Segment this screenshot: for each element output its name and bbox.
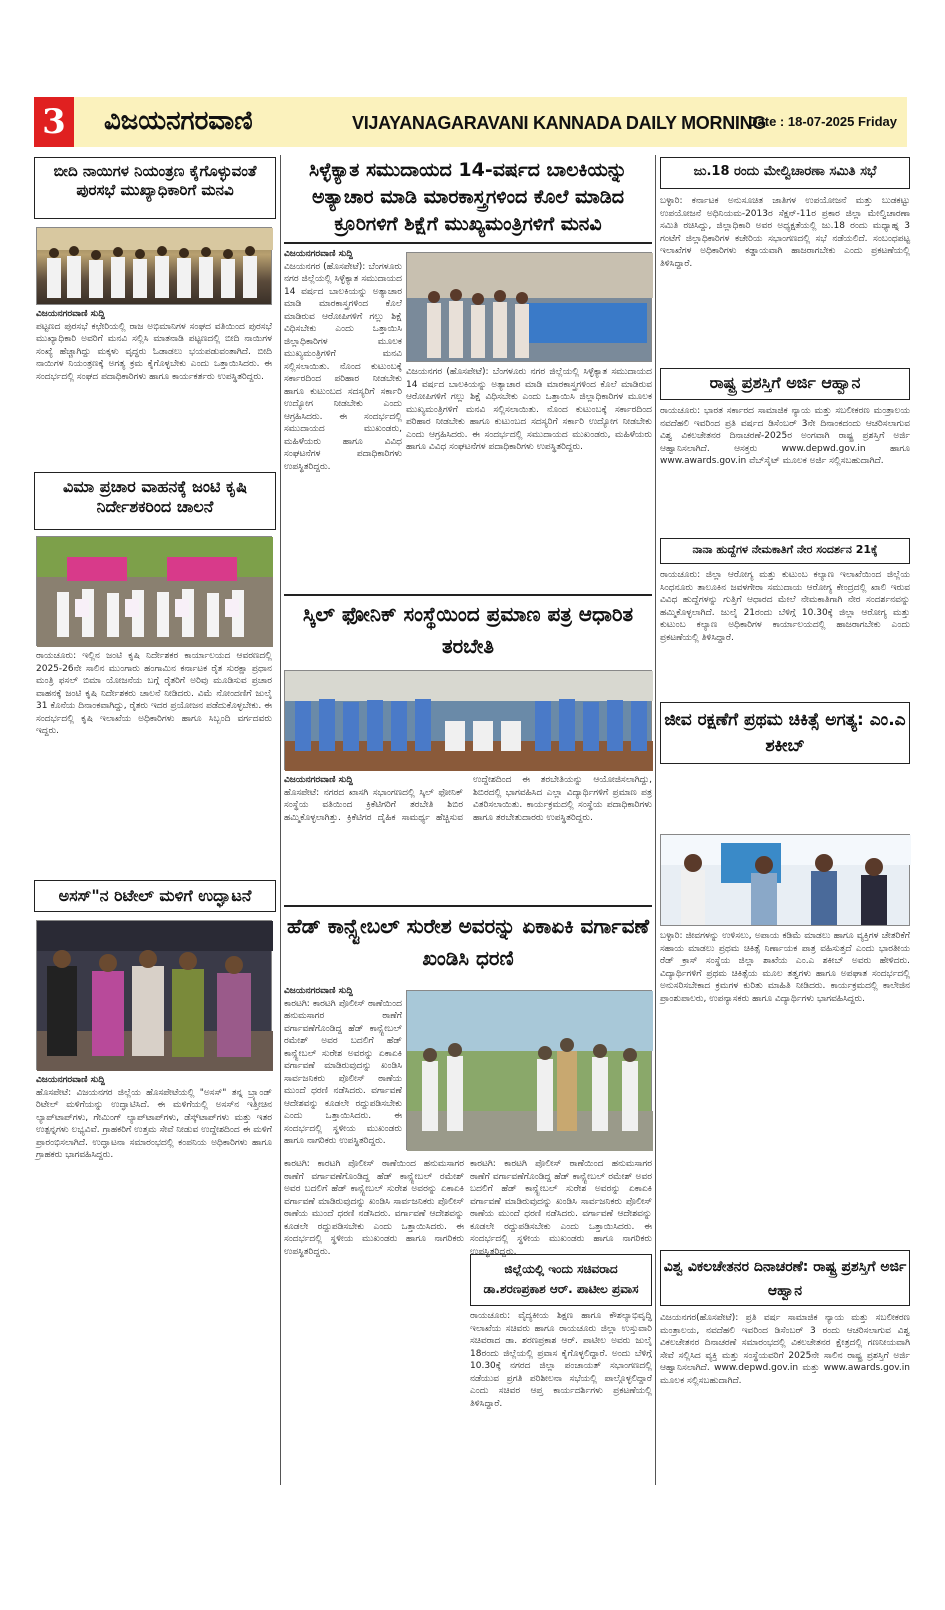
- news-photo: [406, 252, 652, 362]
- photo-first-aid-event: [661, 835, 911, 927]
- article-text: ರಾಯಚೂರು: ವೈದ್ಯಕೀಯ ಶಿಕ್ಷಣ ಹಾಗೂ ಕೌಶಲ್ಯಾಭಿವೃದ್ಧಿ ಇಲಾಖೆಯ ಸಚಿವರು ಹಾಗೂ ರಾಯಚೂರು ಜಿಲ್ಲಾ ಉಸ್ತುವಾರಿ ಸಚಿವರಾದ ಡಾ. ಶರಣಪ್ರಕಾಶ ಆರ್. ಪಾಟೀಲ ಅವರು ಜುಲೈ 18ರಂದು ಜಿಲ್ಲೆಯಲ್ಲಿ ಪ್ರವಾಸ ಕೈಗೊಳ್ಳಲಿದ್ದಾರೆ. ಅಂದು ಬೆಳಿಗ್ಗೆ 10.30ಕ್ಕೆ ನಗರದ ಜಿಲ್ಲಾ ಪಂಚಾಯತ್ ಸಭಾಂಗಣದಲ್ಲಿ ನಡೆಯುವ ಪ್ರಗತಿ ಪರಿಶೀಲನಾ ಸಭೆಯಲ್ಲಿ ಪಾಲ್ಗೊಳ್ಳಲಿದ್ದಾರೆ ಎಂದು ಸಚಿವರ ಆಪ್ತ ಕಾರ್ಯದರ್ಶಿಗಳು ಪ್ರಕಟಣೆಯಲ್ಲಿ ತಿಳಿಸಿದ್ದಾರೆ.: [470, 1311, 652, 1409]
- headline-asus-store: ಅಸಸ್"ನ ರಿಟೇಲ್ ಮಳಿಗೆ ಉದ್ಘಾಟನೆ: [58, 886, 252, 905]
- headline-girl-murder: ಸಿಳ್ಳೆಕ್ಯಾತ ಸಮುದಾಯದ 14-ವರ್ಷದ ಬಾಲಕಿಯನ್ನು ಅತ್ಯಾಚಾರ ಮಾಡಿ ಮಾರಕಾಸ್ತ್ರಗಳಿಂದ ಕೊಲೆ ಮಾಡಿದ ಕ್ರೂರಿಗಳಿಗೆ ಶಿಕ್ಷೆಗೆ ಮುಖ್ಯಮಂತ್ರಿಗಳಿಗೆ ಮನವಿ: [309, 159, 627, 235]
- article-body: [660, 405, 910, 533]
- headline-box: [470, 1254, 652, 1306]
- article-body: [36, 1074, 272, 1484]
- headline-box: [660, 157, 910, 189]
- article-text: ಪಟ್ಟಣದ ಪುರಸಭೆ ಕಛೇರಿಯಲ್ಲಿ ರಾಜ ಅಭಿಮಾನಿಗಳ ಸಂಘದ ವತಿಯಿಂದ ಪುರಸಭೆ ಮುಖ್ಯಾಧಿಕಾರಿ ಅವರಿಗೆ ಮನವಿ ಸಲ್ಲಿಸಿ ಮಾತನಾಡಿ ಪಟ್ಟಣದಲ್ಲಿ ಬೀದಿ ನಾಯಿಗಳ ಸಂಖ್ಯೆ ಹೆಚ್ಚಾಗಿದ್ದು ಮಕ್ಕಳು ವೃದ್ಧರು ಓಡಾಡಲು ಭಯಪಡುವಂತಾಗಿದೆ. ಬೀದಿ ನಾಯಿಗಳ ನಿಯಂತ್ರಣಕ್ಕೆ ಅಗತ್ಯ ಕ್ರಮ ಕೈಗೊಳ್ಳಬೇಕು ಎಂದು ಒತ್ತಾಯಿಸಿದರು. ಈ ಸಂದರ್ಭದಲ್ಲಿ ಸಂಘದ ಪದಾಧಿಕಾರಿಗಳು ಹಾಗೂ ಕಾರ್ಯಕರ್ತರು ಉಪಸ್ಥಿತರಿದ್ದರು.: [36, 321, 272, 382]
- article-text: ರಾಯಚೂರು: ಜಿಲ್ಲಾ ಆರೋಗ್ಯ ಮತ್ತು ಕುಟುಂಬ ಕಲ್ಯಾಣ ಇಲಾಖೆಯಿಂದ ಜಿಲ್ಲೆಯ ಸಿಂಧನೂರು ತಾಲೂಕಿನ ಜವಳಗೇರಾ ಸಮುದಾಯ ಆರೋಗ್ಯ ಕೇಂದ್ರದಲ್ಲಿ ಖಾಲಿ ಇರುವ ವಿವಿಧ ಹುದ್ದೆಗಳನ್ನು ಗುತ್ತಿಗೆ ಆಧಾರದ ಮೇಲೆ ನೇಮಕಾತಿಗಾಗಿ ನೇರ ಸಂದರ್ಶನವನ್ನು ಹಮ್ಮಿಕೊಳ್ಳಲಾಗಿದೆ. ಜುಲೈ 21ರಂದು ಬೆಳಿಗ್ಗೆ 10.30ಕ್ಕೆ ಜಿಲ್ಲಾ ಆರೋಗ್ಯ ಮತ್ತು ಕುಟುಂಬ ಕಲ್ಯಾಣ ಅಧಿಕಾರಿಗಳ ಕಾರ್ಯಾಲಯದಲ್ಲಿ ಹಾಜರಾಗಬೇಕು ಎಂದು ಪ್ರಕಟಣೆಯಲ್ಲಿ ತಿಳಿಸಿದ್ದಾರೆ.: [660, 570, 910, 643]
- headline-minister-visit: ಜಿಲ್ಲೆಯಲ್ಲಿ ಇಂದು ಸಚಿವರಾದ ಡಾ.ಶರಣಪ್ರಕಾಶ ಆರ್. ಪಾಟೀಲ ಪ್ರವಾಸ: [483, 1262, 639, 1296]
- dateline: ವಿಜಯನಗರವಾಣಿ ಸುದ್ದಿ: [284, 775, 353, 785]
- article-body-cont: [406, 366, 652, 588]
- section-rule: [284, 594, 652, 596]
- article-body: [470, 1310, 652, 1484]
- article-text: ಕಾರಟಗಿ: ಕಾರಟಗಿ ಪೊಲೀಸ್ ಠಾಣೆಯಿಂದ ಹನುಮಸಾಗರ ಠಾಣೆಗೆ ವರ್ಗಾವಣೆಗೊಂಡಿದ್ದ ಹೆಡ್ ಕಾನ್ಸ್ಟೇಬಲ್ ರಮೇಶ್ ಅವರ ಬದಲಿಗೆ ಹೆಡ್ ಕಾನ್ಸ್ಟೇಬಲ್ ಸುರೇಶ ಅವರನ್ನು ಏಕಾಏಕಿ ವರ್ಗಾವಣೆ ಮಾಡಿರುವುದನ್ನು ಖಂಡಿಸಿ ಸಾರ್ವಜನಿಕರು ಪೊಲೀಸ್ ಠಾಣೆಯ ಮುಂದೆ ಧರಣಿ ನಡೆಸಿದರು. ವರ್ಗಾವಣೆ ಆದೇಶವನ್ನು ಕೂಡಲೇ ರದ್ದುಪಡಿಸಬೇಕು ಎಂದು ಒತ್ತಾಯಿಸಿದರು. ಈ ಸಂದರ್ಭದಲ್ಲಿ ಸ್ಥಳೀಯ ಮುಖಂಡರು ಹಾಗೂ ನಾಗರಿಕರು ಉಪಸ್ಥಿತರಿದ್ದರು.: [470, 1159, 652, 1257]
- headline-skill-phonic: ಸ್ಕಿಲ್ ಫೋನಿಕ್ ಸಂಸ್ಥೆಯಿಂದ ಪ್ರಮಾಣ ಪತ್ರ ಆಧಾರಿತ ತರಬೇತಿ: [302, 602, 634, 658]
- article-text: ಕಾರಟಗಿ: ಕಾರಟಗಿ ಪೊಲೀಸ್ ಠಾಣೆಯಿಂದ ಹನುಮಸಾಗರ ಠಾಣೆಗೆ ವರ್ಗಾವಣೆಗೊಂಡಿದ್ದ ಹೆಡ್ ಕಾನ್ಸ್ಟೇಬಲ್ ರಮೇಶ್ ಅವರ ಬದಲಿಗೆ ಹೆಡ್ ಕಾನ್ಸ್ಟೇಬಲ್ ಸುರೇಶ ಅವರನ್ನು ಏಕಾಏಕಿ ವರ್ಗಾವಣೆ ಮಾಡಿರುವುದನ್ನು ಖಂಡಿಸಿ ಸಾರ್ವಜನಿಕರು ಪೊಲೀಸ್ ಠಾಣೆಯ ಮುಂದೆ ಧರಣಿ ನಡೆಸಿದರು. ವರ್ಗಾವಣೆ ಆದೇಶವನ್ನು ಕೂಡಲೇ ರದ್ದುಪಡಿಸಬೇಕು ಎಂದು ಒತ್ತಾಯಿಸಿದರು. ಈ ಸಂದರ್ಭದಲ್ಲಿ ಸ್ಥಳೀಯ ಮುಖಂಡರು ಹಾಗೂ ನಾಗರಿಕರು ಉಪಸ್ಥಿತರಿದ್ದರು.: [284, 1159, 464, 1257]
- article-text: ಹೊಸಪೇಟೆ: ನಗರದ ಖಾಸಗಿ ಸಭಾಂಗಣದಲ್ಲಿ ಸ್ಕಿಲ್ ಫೋನಿಕ್ ಸಂಸ್ಥೆಯ ವತಿಯಿಂದ ಕ್ರಿಕೆಟಿಗರಿಗೆ ತರಬೇತಿ ಶಿಬಿರ ಹಮ್ಮಿಕೊಳ್ಳಲಾಗಿತ್ತು. ಕ್ರಿಕೆಟಿಗರ ದೈಹಿಕ ಸಾಮರ್ಥ್ಯ ಹೆಚ್ಚಿಸುವ ಉದ್ದೇಶದಿಂದ ಈ ತರಬೇತಿಯನ್ನು ಆಯೋಜಿಸಲಾಗಿದ್ದು, ಶಿಬಿರದಲ್ಲಿ ಭಾಗವಹಿಸಿದ ಎಲ್ಲಾ ವಿದ್ಯಾರ್ಥಿಗಳಿಗೆ ಪ್ರಮಾಣ ಪತ್ರ ವಿತರಿಸಲಾಯಿತು. ಕಾರ್ಯಕ್ರಮದಲ್ಲಿ ಸಂಸ್ಥೆಯ ಪದಾಧಿಕಾರಿಗಳು ಹಾಗೂ ತರಬೇತುದಾರರು ಉಪಸ್ಥಿತರಿದ್ದರು.: [284, 775, 652, 823]
- column-rule: [655, 155, 656, 1485]
- headline-box: [34, 880, 276, 912]
- article-text: ಬಳ್ಳಾರಿ: ಜೀವಗಳನ್ನು ಉಳಿಸಲು, ಅಪಾಯ ಕಡಿಮೆ ಮಾಡಲು ಹಾಗೂ ವ್ಯಕ್ತಿಗಳ ಚೇತರಿಕೆಗೆ ಸಹಾಯ ಮಾಡಲು ಪ್ರಥಮ ಚಿಕಿತ್ಸೆ ನಿರ್ಣಾಯಕ ಪಾತ್ರ ವಹಿಸುತ್ತದೆ ಎಂದು ಭಾರತೀಯ ರೆಡ್ ಕ್ರಾಸ್ ಸಂಸ್ಥೆಯ ಜಿಲ್ಲಾ ಶಾಖೆಯ ಎಂ.ಎ ಶಕೀಬ್ ಅವರು ಹೇಳಿದರು. ವಿದ್ಯಾರ್ಥಿಗಳಿಗೆ ಪ್ರಥಮ ಚಿಕಿತ್ಸೆಯ ಮೂಲ ತತ್ವಗಳು ಹಾಗೂ ಅಪಘಾತ ಸಂದರ್ಭದಲ್ಲಿ ಅನುಸರಿಸಬೇಕಾದ ಕ್ರಮಗಳ ಕುರಿತು ಮಾಹಿತಿ ನೀಡಿದರು. ಕಾರ್ಯಕ್ರಮದಲ್ಲಿ ಕಾಲೇಜಿನ ಪ್ರಾಂಶುಪಾಲರು, ಉಪನ್ಯಾಸಕರು ಹಾಗೂ ವಿದ್ಯಾರ್ಥಿಗಳು ಭಾಗವಹಿಸಿದ್ದರು.: [660, 931, 910, 1004]
- dateline: ವಿಜಯನಗರವಾಣಿ ಸುದ್ದಿ: [284, 986, 353, 996]
- article-body: [36, 650, 272, 875]
- photo-memorandum: [407, 253, 653, 363]
- headline-first-aid: ಜೀವ ರಕ್ಷಣೆಗೆ ಪ್ರಥಮ ಚಿಕಿತ್ಸೆ ಅಗತ್ಯ: ಎಂ.ಎ ಶಕೀಬ್: [664, 710, 906, 756]
- article-text: ವಿಜಯನಗರ (ಹೊಸಪೇಟೆ): ಬೆಂಗಳೂರು ನಗರ ಜಿಲ್ಲೆಯಲ್ಲಿ ಸಿಳ್ಳೆಕ್ಯಾತ ಸಮುದಾಯದ 14 ವರ್ಷದ ಬಾಲಕಿಯನ್ನು ಅತ್ಯಾಚಾರ ಮಾಡಿ ಮಾರಕಾಸ್ತ್ರಗಳಿಂದ ಕೊಲೆ ಮಾಡಿರುವ ಆರೋಪಿಗಳಿಗೆ ಗಲ್ಲು ಶಿಕ್ಷೆ ವಿಧಿಸಬೇಕು ಎಂದು ಒತ್ತಾಯಿಸಿ ಜಿಲ್ಲಾಧಿಕಾರಿಗಳ ಮೂಲಕ ಮುಖ್ಯಮಂತ್ರಿಗಳಿಗೆ ಮನವಿ ಸಲ್ಲಿಸಲಾಯಿತು. ನೊಂದ ಕುಟುಂಬಕ್ಕೆ ಸರ್ಕಾರದಿಂದ ಪರಿಹಾರ ನೀಡಬೇಕು ಹಾಗೂ ಕುಟುಂಬದ ಸದಸ್ಯರಿಗೆ ಸರ್ಕಾರಿ ಉದ್ಯೋಗ ನೀಡಬೇಕು ಎಂದು ಆಗ್ರಹಿಸಿದರು. ಈ ಸಂದರ್ಭದಲ್ಲಿ ಸಮುದಾಯದ ಮುಖಂಡರು, ಮಹಿಳೆಯರು ಹಾಗೂ ವಿವಿಧ ಸಂಘಟನೆಗಳ ಪದಾಧಿಕಾರಿಗಳು ಉಪಸ್ಥಿತರಿದ್ದರು.: [284, 261, 402, 472]
- news-photo: [36, 227, 272, 305]
- photo-store-inauguration: [37, 921, 273, 1071]
- headline-national-award: ರಾಷ್ಟ್ರ ಪ್ರಶಸ್ತಿಗೆ ಅರ್ಜಿ ಆಹ್ವಾನ: [709, 373, 861, 392]
- paper-name-english: VIJAYANAGARAVANI KANNADA DAILY MORNING: [352, 113, 766, 133]
- article-body-cont: [470, 1158, 652, 1257]
- article-body: [36, 308, 272, 468]
- headline-monitoring-meeting: ಜು.18 ರಂದು ಮೇಲ್ವಿಚಾರಣಾ ಸಮಿತಿ ಸಭೆ: [693, 164, 877, 179]
- headline-box: [660, 702, 910, 764]
- headline-box: [34, 157, 276, 219]
- column-rule: [280, 155, 281, 1485]
- photo-group-people: [37, 228, 273, 306]
- headline-constable-transfer: ಹೆಡ್ ಕಾನ್ಸ್ಟೇಬಲ್ ಸುರೇಶ ಅವರನ್ನು ಏಕಾಏಕಿ ವರ್ಗಾವಣೆ ಖಂಡಿಸಿ ಧರಣಿ: [286, 914, 650, 970]
- article-body: [660, 195, 910, 363]
- photo-protest: [407, 991, 653, 1151]
- dateline: ವಿಜಯನಗರವಾಣಿ ಸುದ್ದಿ: [36, 1075, 105, 1085]
- news-photo: [36, 920, 272, 1070]
- article-text: ಬಳ್ಳಾರಿ: ಕರ್ನಾಟಕ ಅನುಸೂಚಿತ ಜಾತಿಗಳ ಉಪಯೋಜನೆ ಮತ್ತು ಬುಡಕಟ್ಟು ಉಪಯೋಜನೆ ಅಧಿನಿಯಮ-2013ರ ಸೆಕ್ಷನ್-11ರ ಪ್ರಕಾರ ಜಿಲ್ಲಾ ಮೇಲ್ವಿಚಾರಣಾ ಸಮಿತಿ ರಚಿಸಿದ್ದು, ಜಿಲ್ಲಾಧಿಕಾರಿ ಅವರ ಅಧ್ಯಕ್ಷತೆಯಲ್ಲಿ ಜು.18 ರಂದು ಮಧ್ಯಾಹ್ನ 3 ಗಂಟೆಗೆ ಜಿಲ್ಲಾಧಿಕಾರಿಗಳ ಕಚೇರಿಯ ಸಭಾಂಗಣದಲ್ಲಿ ಸಭೆ ನಡೆಯಲಿದೆ. ಸಂಬಂಧಪಟ್ಟ ಇಲಾಖೆಗಳ ಅಧಿಕಾರಿಗಳು ಕಡ್ಡಾಯವಾಗಿ ಹಾಜರಾಗಬೇಕು ಎಂದು ಪ್ರಕಟಣೆಯಲ್ಲಿ ತಿಳಿಸಿದ್ದಾರೆ.: [660, 196, 910, 269]
- headline-disability-day: ವಿಶ್ವ ವಿಕಲಚೇತನರ ದಿನಾಚರಣೆ: ರಾಷ್ಟ್ರ ಪ್ರಶಸ್ತಿಗೆ ಅರ್ಜಿ ಆಹ್ವಾನ: [663, 1259, 907, 1299]
- paper-name-kannada: ವಿಜಯನಗರವಾಣಿ: [104, 106, 253, 136]
- issue-date: Date : 18-07-2025 Friday: [748, 114, 897, 129]
- headline-direct-interview: ನಾನಾ ಹುದ್ದೆಗಳ ನೇಮಕಾತಿಗೆ ನೇರ ಸಂದರ್ಶನ 21ಕ್ಕೆ: [692, 543, 878, 556]
- news-photo: [406, 990, 652, 1150]
- article-body: [660, 1312, 910, 1484]
- article-body: [284, 985, 402, 1153]
- article-text: ವಿಜಯನಗರ (ಹೊಸಪೇಟೆ): ಬೆಂಗಳೂರು ನಗರ ಜಿಲ್ಲೆಯಲ್ಲಿ ಸಿಳ್ಳೆಕ್ಯಾತ ಸಮುದಾಯದ 14 ವರ್ಷದ ಬಾಲಕಿಯನ್ನು ಅತ್ಯಾಚಾರ ಮಾಡಿ ಮಾರಕಾಸ್ತ್ರಗಳಿಂದ ಕೊಲೆ ಮಾಡಿರುವ ಆರೋಪಿಗಳಿಗೆ ಗಲ್ಲು ಶಿಕ್ಷೆ ವಿಧಿಸಬೇಕು ಎಂದು ಒತ್ತಾಯಿಸಿ ಜಿಲ್ಲಾಧಿಕಾರಿಗಳ ಮೂಲಕ ಮುಖ್ಯಮಂತ್ರಿಗಳಿಗೆ ಮನವಿ ಸಲ್ಲಿಸಲಾಯಿತು. ನೊಂದ ಕುಟುಂಬಕ್ಕೆ ಸರ್ಕಾರದಿಂದ ಪರಿಹಾರ ನೀಡಬೇಕು ಹಾಗೂ ಕುಟುಂಬದ ಸದಸ್ಯರಿಗೆ ಸರ್ಕಾರಿ ಉದ್ಯೋಗ ನೀಡಬೇಕು ಎಂದು ಆಗ್ರಹಿಸಿದರು. ಈ ಸಂದರ್ಭದಲ್ಲಿ ಸಮುದಾಯದ ಮುಖಂಡರು, ಮಹಿಳೆಯರು ಹಾಗೂ ವಿವಿಧ ಸಂಘಟನೆಗಳ ಪದಾಧಿಕಾರಿಗಳು ಉಪಸ್ಥಿತರಿದ್ದರು.: [406, 367, 652, 452]
- article-text: ವಿಜಯನಗರ(ಹೊಸಪೇಟೆ): ಪ್ರತಿ ವರ್ಷ ಸಾಮಾಜಿಕ ನ್ಯಾಯ ಮತ್ತು ಸಬಲೀಕರಣ ಮಂತ್ರಾಲಯ, ನವದೆಹಲಿ ಇವರಿಂದ ಡಿಸೆಂಬರ್ 3 ರಂದು ಆಚರಿಸಲಾಗುವ ವಿಶ್ವ ವಿಕಲಚೇತನರ ದಿನಾಚರಣೆ ಸಮಾರಂಭದಲ್ಲಿ ವಿಕಲಚೇತನರ ಕ್ಷೇತ್ರದಲ್ಲಿ ಗಣನೀಯವಾಗಿ ಸೇವೆ ಸಲ್ಲಿಸಿದ ವ್ಯಕ್ತಿ ಮತ್ತು ಸಂಸ್ಥೆಯವರಿಗೆ 2025ನೇ ಸಾಲಿನ ರಾಷ್ಟ್ರ ಪ್ರಶಸ್ತಿಗೆ ಅರ್ಜಿ ಆಹ್ವಾನಿಸಲಾಗಿದೆ. www.depwd.gov.in ಮತ್ತು www.awards.gov.in ಮೂಲಕ ಸಲ್ಲಿಸಬಹುದಾಗಿದೆ.: [660, 1313, 910, 1386]
- article-body-cont: [284, 1158, 464, 1484]
- article-text: ರಾಯಚೂರು: ಭಾರತ ಸರ್ಕಾರದ ಸಾಮಾಜಿಕ ನ್ಯಾಯ ಮತ್ತು ಸಬಲೀಕರಣ ಮಂತ್ರಾಲಯ ನವದೆಹಲಿ ಇವರಿಂದ ಪ್ರತಿ ವರ್ಷದ ಡಿಸೆಂಬರ್ 3ನೇ ದಿನಾಂಕದಂದು ಆಚರಿಸಲಾಗುವ ವಿಶ್ವ ವಿಕಲಚೇತನರ ದಿನಾಚರಣೆ-2025ರ ಅಂಗವಾಗಿ ರಾಷ್ಟ್ರ ಪ್ರಶಸ್ತಿಗೆ ಅರ್ಜಿ ಆಹ್ವಾನಿಸಲಾಗಿದೆ. ಆಸಕ್ತರು www.depwd.gov.in ಹಾಗೂ www.awards.gov.in ವೆಬ್‌ಸೈಟ್ ಮೂಲಕ ಅರ್ಜಿ ಸಲ್ಲಿಸಬಹುದಾಗಿದೆ.: [660, 406, 910, 466]
- headline-box: [660, 368, 910, 400]
- photo-certificate-group: [285, 671, 653, 771]
- headline-insurance-van: ವಿಮಾ ಪ್ರಚಾರ ವಾಹನಕ್ಕೆ ಜಂಟಿ ಕೃಷಿ ನಿರ್ದೇಶಕರಿಂದ ಚಾಲನೆ: [63, 477, 247, 516]
- article-text: ರಾಯಚೂರು: ಇಲ್ಲಿನ ಜಂಟಿ ಕೃಷಿ ನಿರ್ದೇಶಕರ ಕಾರ್ಯಾಲಯದ ಆವರಣದಲ್ಲಿ 2025-26ನೇ ಸಾಲಿನ ಮುಂಗಾರು ಹಂಗಾಮಿನ ಕರ್ನಾಟಕ ರೈತ ಸುರಕ್ಷಾ ಪ್ರಧಾನ ಮಂತ್ರಿ ಫಸಲ್ ಬಿಮಾ ಯೋಜನೆಯ ಬಗ್ಗೆ ರೈತರಿಗೆ ಅರಿವು ಮೂಡಿಸುವ ಪ್ರಚಾರ ವಾಹನಕ್ಕೆ ಜಂಟಿ ಕೃಷಿ ನಿರ್ದೇಶಕರು ಚಾಲನೆ ನೀಡಿದರು. ವಿಮೆ ನೋಂದಣಿಗೆ ಜುಲೈ 31 ಕೊನೆಯ ದಿನಾಂಕವಾಗಿದ್ದು, ರೈತರು ಇದರ ಪ್ರಯೋಜನ ಪಡೆದುಕೊಳ್ಳಬೇಕು. ಈ ಸಂದರ್ಭದಲ್ಲಿ ಕೃಷಿ ಇಲಾಖೆಯ ಅಧಿಕಾರಿಗಳು ಹಾಗೂ ಸಿಬ್ಬಂದಿ ವರ್ಗದವರು ಇದ್ದರು.: [36, 651, 272, 736]
- section-rule: [284, 242, 652, 244]
- news-photo: [284, 670, 652, 770]
- news-photo: [660, 834, 910, 926]
- masthead: [34, 97, 907, 147]
- article-text: ಕಾರಟಗಿ: ಕಾರಟಗಿ ಪೊಲೀಸ್ ಠಾಣೆಯಿಂದ ಹನುಮಸಾಗರ ಠಾಣೆಗೆ ವರ್ಗಾವಣೆಗೊಂಡಿದ್ದ ಹೆಡ್ ಕಾನ್ಸ್ಟೇಬಲ್ ರಮೇಶ್ ಅವರ ಬದಲಿಗೆ ಹೆಡ್ ಕಾನ್ಸ್ಟೇಬಲ್ ಸುರೇಶ ಅವರನ್ನು ಏಕಾಏಕಿ ವರ್ಗಾವಣೆ ಮಾಡಿರುವುದನ್ನು ಖಂಡಿಸಿ ಸಾರ್ವಜನಿಕರು ಪೊಲೀಸ್ ಠಾಣೆಯ ಮುಂದೆ ಧರಣಿ ನಡೆಸಿದರು. ವರ್ಗಾವಣೆ ಆದೇಶವನ್ನು ಕೂಡಲೇ ರದ್ದುಪಡಿಸಬೇಕು ಎಂದು ಒತ್ತಾಯಿಸಿದರು. ಈ ಸಂದರ್ಭದಲ್ಲಿ ಸ್ಥಳೀಯ ಮುಖಂಡರು ಹಾಗೂ ನಾಗರಿಕರು ಉಪಸ್ಥಿತರಿದ್ದರು.: [284, 998, 402, 1146]
- headline-box: [660, 538, 910, 564]
- article-body: [284, 248, 402, 588]
- page-number: 3: [34, 97, 74, 147]
- article-body: [660, 569, 910, 697]
- headline-stray-dogs: ಬೀದಿ ನಾಯಿಗಳ ನಿಯಂತ್ರಣ ಕೈಗೊಳ್ಳುವಂತೆ ಪುರಸಭೆ ಮುಖ್ಯಾಧಿಕಾರಿಗೆ ಮನವಿ: [53, 162, 257, 199]
- section-rule: [284, 905, 652, 907]
- headline-box: [34, 472, 276, 530]
- news-photo: [36, 536, 272, 646]
- dateline: ವಿಜಯನಗರವಾಣಿ ಸುದ್ದಿ: [36, 309, 105, 319]
- photo-flag-off: [37, 537, 273, 647]
- article-text: ಹೊಸಪೇಟೆ: ವಿಜಯನಗರ ಜಿಲ್ಲೆಯ ಹೊಸಪೇಟೆಯಲ್ಲಿ "ಅಸಸ್" ತನ್ನ ಬ್ರ್ಯಾಂಡ್ ರಿಟೇಲ್ ಮಳಿಗೆಯನ್ನು ಉದ್ಘಾಟಿಸಿದೆ. ಈ ಮಳಿಗೆಯಲ್ಲಿ ಅಸಸ್‌ನ ಇತ್ತೀಚಿನ ಲ್ಯಾಪ್‌ಟಾಪ್‌ಗಳು, ಗೇಮಿಂಗ್ ಲ್ಯಾಪ್‌ಟಾಪ್‌ಗಳು, ಡೆಸ್ಕ್‌ಟಾಪ್‌ಗಳು ಮತ್ತು ಇತರ ಉತ್ಪನ್ನಗಳು ಲಭ್ಯವಿವೆ. ಗ್ರಾಹಕರಿಗೆ ಉತ್ತಮ ಸೇವೆ ನೀಡುವ ಉದ್ದೇಶದಿಂದ ಈ ಮಳಿಗೆ ಪ್ರಾರಂಭಿಸಲಾಗಿದೆ. ಉದ್ಘಾಟನಾ ಸಮಾರಂಭದಲ್ಲಿ ಕಂಪನಿಯ ಅಧಿಕಾರಿಗಳು ಹಾಗೂ ಗ್ರಾಹಕರು ಭಾಗವಹಿಸಿದ್ದರು.: [36, 1087, 272, 1160]
- dateline: ವಿಜಯನಗರವಾಣಿ ಸುದ್ದಿ: [284, 249, 353, 259]
- article-body: [284, 774, 652, 902]
- headline-box: [660, 1250, 910, 1306]
- article-body: [660, 930, 910, 1248]
